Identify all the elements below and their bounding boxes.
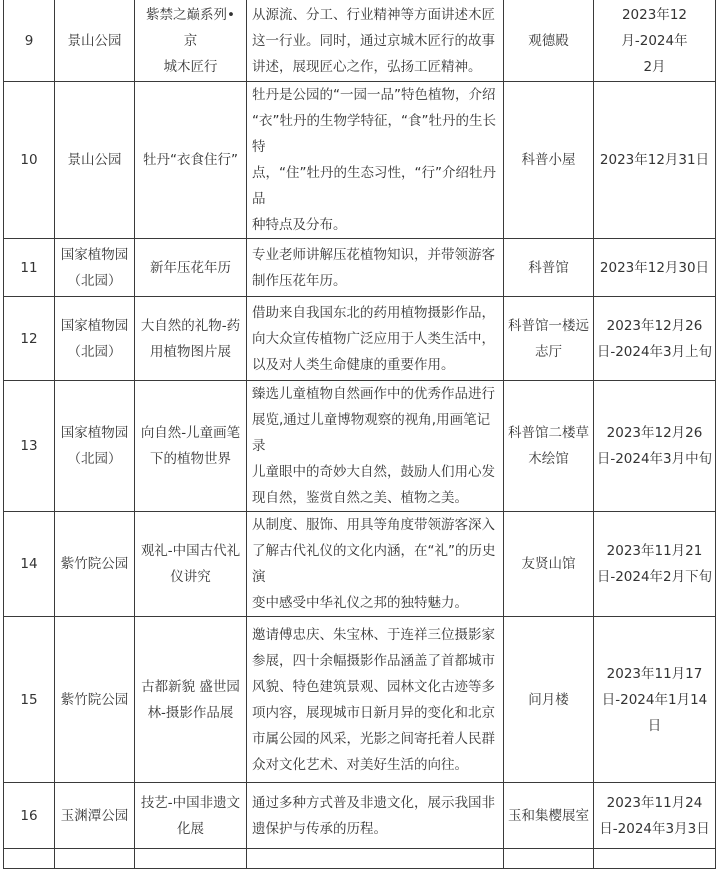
table-body	[4, 0, 716, 869]
event-time-text: 2023年11月17	[606, 665, 703, 682]
park-name-text: 国家植物园	[60, 246, 129, 263]
table-row	[4, 512, 716, 617]
row-number-text: 12	[20, 330, 38, 347]
venue-text: 科普馆二楼草	[508, 425, 589, 441]
event-description-text: 通过多种方式普及非遗文化，展示我国非	[252, 794, 495, 811]
table-row	[4, 239, 716, 297]
venue-cell	[504, 239, 594, 297]
event-description-text: 牡丹是公园的“一园一品”特色植物，介绍	[252, 87, 496, 103]
event-description-text: 讲述，展现匠心之作，弘扬工匠精神。	[252, 58, 482, 75]
event-description-text: 制作压花年历。	[252, 272, 347, 289]
exhibition-table	[3, 0, 716, 869]
event-name-text: 林-摄影作品展	[147, 704, 234, 721]
row-number-text: 10	[20, 152, 38, 168]
park-name-text: （北园）	[67, 343, 122, 360]
park-name-text: 国家植物园	[60, 425, 129, 441]
event-description-text: 现自然，鉴赏自然之美、植物之美。	[252, 490, 468, 506]
event-name-cell	[135, 239, 247, 297]
empty-cell	[504, 849, 594, 869]
table-row	[4, 82, 716, 239]
event-description-text: 儿童眼中的奇妙大自然，鼓励人们用心发	[252, 464, 495, 480]
row-number-text: 14	[20, 556, 38, 572]
event-time-cell	[594, 783, 716, 849]
row-number-text: 13	[20, 438, 38, 454]
park-name-cell	[55, 297, 135, 381]
empty-cell	[135, 849, 247, 869]
event-name-text: 仪讲究	[170, 569, 211, 585]
event-time-text: 2023年11月24	[606, 794, 703, 811]
event-description-cell	[247, 381, 504, 512]
event-name-cell	[135, 297, 247, 381]
event-name-cell	[135, 0, 247, 82]
table-row	[4, 381, 716, 512]
event-description-cell	[247, 297, 504, 381]
event-description-text: 参展，四十余幅摄影作品涵盖了首都城市	[252, 652, 495, 669]
venue-text: 木绘馆	[528, 451, 569, 467]
event-time-cell	[594, 512, 716, 617]
park-name-text: （北园）	[67, 451, 122, 467]
event-time-cell	[594, 617, 716, 783]
event-time-text: 2023年12月31日	[599, 152, 710, 168]
table-row	[4, 297, 716, 381]
park-name-text: 国家植物园	[60, 317, 129, 334]
venue-cell	[504, 617, 594, 783]
event-name-text: 观礼-中国古代礼	[140, 543, 241, 559]
park-name-cell	[55, 82, 135, 239]
row-number-cell	[4, 82, 55, 239]
event-name-text: 化展	[177, 820, 204, 837]
park-name-cell	[55, 381, 135, 512]
park-name-cell	[55, 783, 135, 849]
row-number-text: 15	[20, 691, 38, 708]
empty-cell	[4, 849, 55, 869]
event-time-text: 2023年11月21	[606, 543, 703, 559]
event-description-text: 从源流、分工、行业精神等方面讲述木匠	[252, 6, 495, 23]
event-description-cell	[247, 512, 504, 617]
park-name-cell	[55, 0, 135, 82]
event-name-cell	[135, 617, 247, 783]
event-description-cell	[247, 783, 504, 849]
row-number-text: 11	[20, 259, 38, 276]
event-description-cell	[247, 0, 504, 82]
event-name-text: 古都新貌 盛世园	[141, 678, 240, 695]
table-row	[4, 0, 716, 82]
event-time-text: 日-2024年3月3日	[599, 820, 710, 837]
event-time-text: 2023年12月26	[606, 425, 703, 441]
empty-cell	[55, 849, 135, 869]
venue-cell	[504, 381, 594, 512]
event-description-text: 点，“住”牡丹的生态习性，“行”介绍牡丹品	[252, 165, 496, 207]
event-description-text: 变中感受中华礼仪之邦的独特魅力。	[252, 595, 468, 611]
event-time-text: 2023年12月30日	[599, 259, 710, 276]
row-number-cell	[4, 239, 55, 297]
row-number-text: 16	[20, 807, 38, 824]
row-number-text: 9	[24, 32, 34, 49]
row-number-cell	[4, 783, 55, 849]
event-description-cell	[247, 82, 504, 239]
venue-text: 科普小屋	[521, 152, 576, 168]
event-name-text: 用植物图片展	[150, 343, 231, 360]
event-name-text: 紫禁之巅系列•京	[146, 6, 235, 49]
event-name-text: 技艺-中国非遗文	[140, 794, 241, 811]
event-description-text: 项内容，展现城市日新月异的变化和北京	[252, 704, 495, 721]
venue-text: 问月楼	[528, 691, 569, 708]
event-description-text: 借助来自我国东北的药用植物摄影作品，	[252, 304, 495, 321]
event-description-text: 种特点及分布。	[252, 217, 347, 233]
event-time-text: 日-2024年1月14日	[601, 691, 708, 734]
venue-text: 科普馆	[528, 259, 569, 276]
event-time-text: 2月	[643, 58, 666, 75]
event-time-text: 2023年12月26	[606, 317, 703, 334]
event-name-cell	[135, 82, 247, 239]
event-name-text: 下的植物世界	[150, 451, 231, 467]
row-number-cell	[4, 617, 55, 783]
event-description-text: 众对文化艺术、对美好生活的向往。	[252, 756, 468, 773]
event-name-cell	[135, 512, 247, 617]
row-number-cell	[4, 0, 55, 82]
event-name-text: 向自然-儿童画笔	[140, 425, 241, 441]
park-name-text: 紫竹院公园	[60, 691, 129, 708]
venue-text: 志厅	[535, 343, 562, 360]
event-name-text: 大自然的礼物-药	[140, 317, 241, 334]
park-name-text: 玉渊潭公园	[60, 807, 129, 824]
event-description-text: 专业老师讲解压花植物知识，并带领游客	[252, 246, 495, 263]
event-time-text: 2023年12月-2024年	[621, 6, 688, 49]
event-description-text: 了解古代礼仪的文化内涵，在“礼”的历史演	[252, 543, 496, 585]
event-description-text: 邀请傅忠庆、朱宝林、于连祥三位摄影家	[252, 626, 495, 643]
venue-cell	[504, 512, 594, 617]
park-name-cell	[55, 617, 135, 783]
event-description-text: 风貌、特色建筑景观、园林文化古迹等多	[252, 678, 495, 695]
event-name-text: 城木匠行	[163, 58, 218, 75]
empty-cell	[247, 849, 504, 869]
table-row	[4, 617, 716, 783]
event-name-cell	[135, 783, 247, 849]
event-name-text: 牡丹“衣食住行”	[143, 152, 238, 168]
table-row	[4, 783, 716, 849]
venue-text: 观德殿	[528, 32, 569, 49]
event-description-text: 这一行业。同时，通过京城木匠行的故事	[252, 32, 495, 49]
venue-text: 科普馆一楼远	[508, 317, 589, 334]
event-description-text: “衣”牡丹的生物学特征，“食”牡丹的生长特	[252, 113, 496, 155]
park-name-text: 景山公园	[67, 32, 122, 49]
venue-text: 玉和集樱展室	[508, 807, 589, 824]
event-time-text: 日-2024年3月上旬	[596, 343, 713, 360]
event-time-text: 日-2024年2月下旬	[596, 569, 713, 585]
venue-cell	[504, 0, 594, 82]
event-time-cell	[594, 297, 716, 381]
park-name-text: 景山公园	[67, 152, 122, 168]
event-description-text: 臻选儿童植物自然画作中的优秀作品进行	[252, 386, 495, 402]
row-number-cell	[4, 512, 55, 617]
event-description-text: 从制度、服饰、用具等角度带领游客深入	[252, 517, 495, 533]
event-description-text: 向大众宣传植物广泛应用于人类生活中，	[252, 330, 495, 347]
event-name-cell	[135, 381, 247, 512]
event-time-text: 日-2024年3月中旬	[596, 451, 713, 467]
event-description-text: 展览,通过儿童博物观察的视角,用画笔记录	[252, 412, 491, 454]
venue-cell	[504, 82, 594, 239]
venue-text: 友贤山馆	[521, 556, 576, 572]
row-number-cell	[4, 297, 55, 381]
event-time-cell	[594, 239, 716, 297]
event-description-text: 遗保护与传承的历程。	[252, 820, 387, 837]
park-name-text: （北园）	[67, 272, 122, 289]
park-name-cell	[55, 512, 135, 617]
park-name-text: 紫竹院公园	[60, 556, 129, 572]
event-time-cell	[594, 82, 716, 239]
event-description-cell	[247, 239, 504, 297]
empty-cell	[594, 849, 716, 869]
event-name-text: 新年压花年历	[150, 259, 231, 276]
event-time-cell	[594, 381, 716, 512]
event-time-cell	[594, 0, 716, 82]
park-name-cell	[55, 239, 135, 297]
row-number-cell	[4, 381, 55, 512]
venue-cell	[504, 783, 594, 849]
venue-cell	[504, 297, 594, 381]
event-description-text: 以及对人类生命健康的重要作用。	[252, 356, 455, 373]
event-description-cell	[247, 617, 504, 783]
event-description-text: 市属公园的风采，光影之间寄托着人民群	[252, 730, 495, 747]
table-row	[4, 849, 716, 869]
